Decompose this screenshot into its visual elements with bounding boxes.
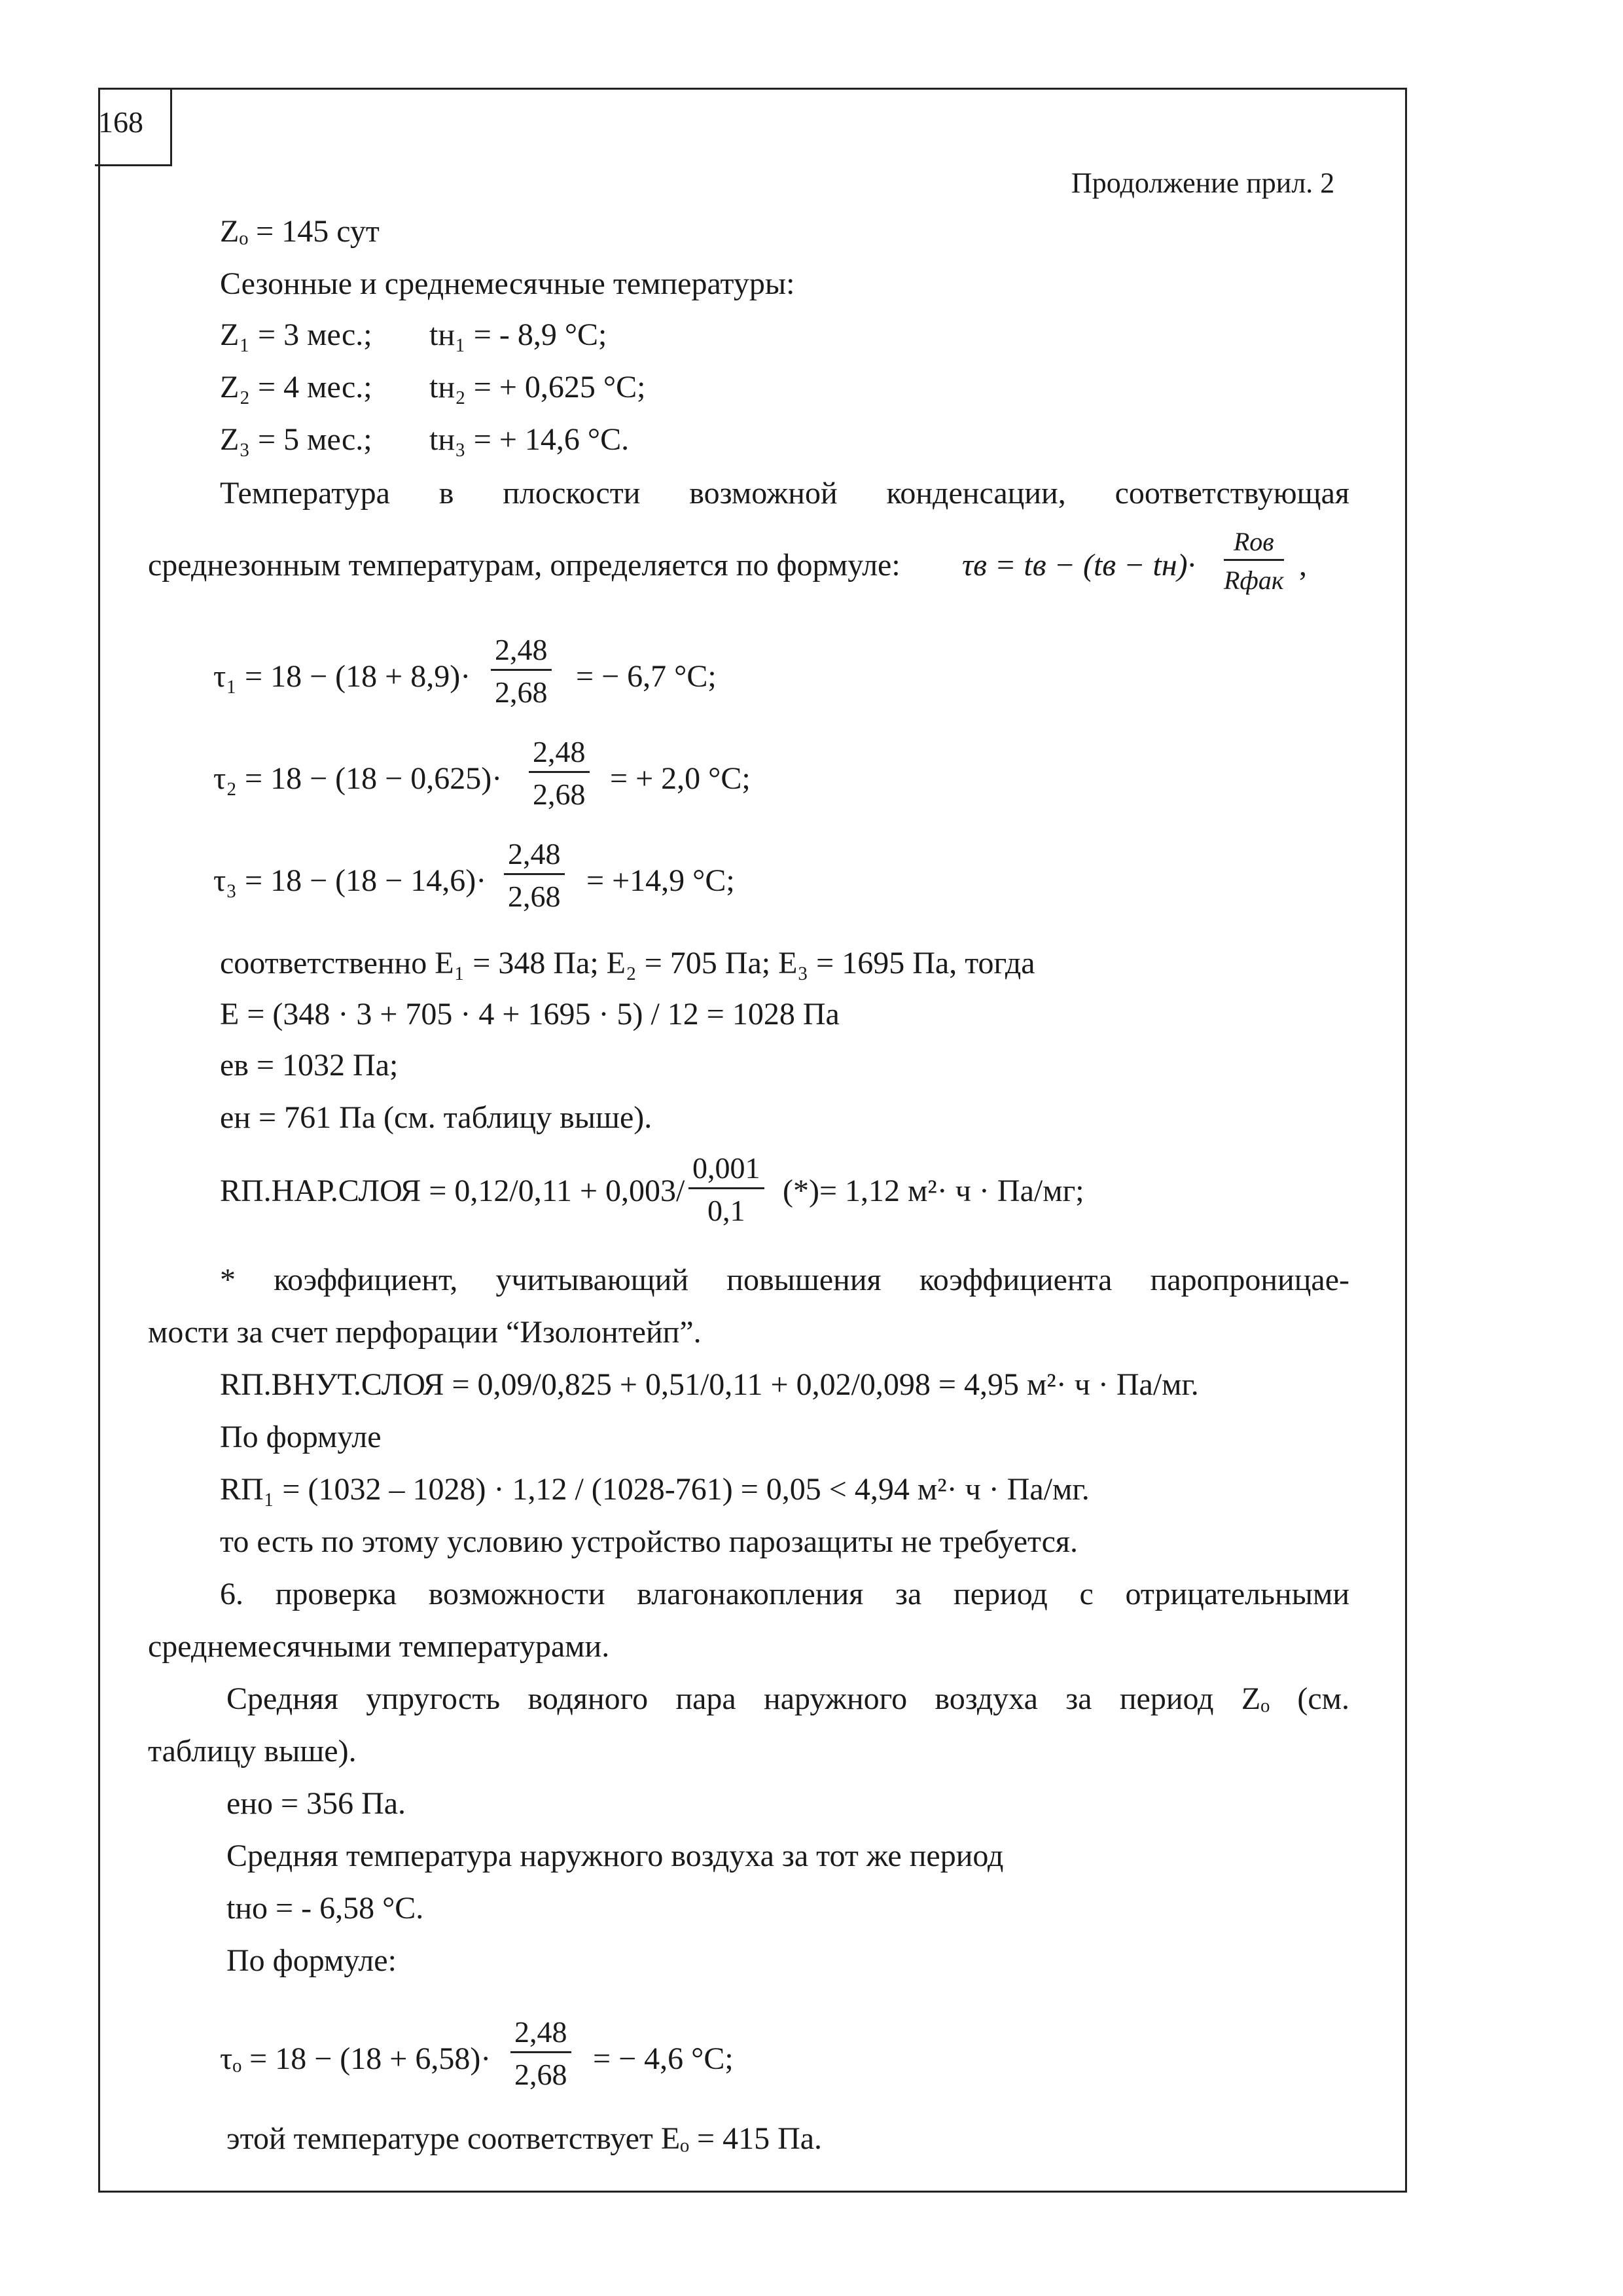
formula-tau1-fraction — [491, 635, 552, 708]
fraction-denominator: 0,1 — [707, 1194, 745, 1227]
line-seasonal-heading: Сезонные и среднемесячные температуры: — [220, 266, 795, 301]
line-en: eн = 761 Па (см. таблицу выше). — [220, 1100, 652, 1135]
fraction-numerator: 2,48 — [491, 635, 552, 671]
line-tn1: tн₁ = - 8,9 °С; — [429, 317, 607, 352]
formula-tau3-fraction — [504, 839, 565, 912]
fraction-denominator: 2,68 — [514, 2058, 567, 2091]
footnote-line2: мости за счет перфорации “Изолонтейп”. — [148, 1315, 702, 1350]
fraction-denominator: 2,68 — [533, 778, 586, 811]
line-conclusion: то есть по этому условию устройство парозащиты не требуется. — [220, 1524, 1078, 1559]
formula-tau0-fraction — [510, 2017, 571, 2090]
line-ev: eв = 1032 Па; — [220, 1048, 399, 1083]
line-tn3: tн₃ = + 14,6 °С. — [429, 422, 630, 457]
formula-tau0-result: = − 4,6 °C; — [593, 2041, 734, 2076]
formula-tau-main: τв = tв − (tв − tн)· — [962, 548, 1196, 583]
line-avg-temp: Средняя температура наружного воздуха за тот же период — [226, 1839, 1004, 1873]
line-z2: Z₂ = 4 мес.; — [220, 370, 372, 404]
line-by-formula: По формуле — [220, 1420, 382, 1454]
formula-tau3-result: = +14,9 °C; — [586, 863, 735, 898]
formula-r-outer: RП.НАР.СЛОЯ = 0,12/0,11 + 0,003/ — [220, 1174, 685, 1208]
formula-tau-main-fraction — [1224, 529, 1284, 594]
page-number: 168 — [98, 105, 143, 139]
paragraph-temperature-line2: среднезонным температурам, определяется по формуле: — [148, 548, 901, 583]
line-zo: Zₒ = 145 сут — [220, 214, 380, 249]
formula-r-inner: RП.ВНУТ.СЛОЯ = 0,09/0,825 + 0,51/0,11 + 0,02/0,098 = 4,95 м²· ч · Па/мг. — [220, 1367, 1199, 1402]
page-header: Продолжение прил. 2 — [1071, 167, 1335, 199]
fraction-numerator: 0,001 — [688, 1153, 764, 1189]
formula-tau1: τ₁ = 18 − (18 + 8,9)· — [213, 659, 471, 694]
fraction-numerator: 2,48 — [504, 839, 565, 875]
formula-tau1-result: = − 6,7 °C; — [576, 659, 717, 694]
formula-tau0: τₒ = 18 − (18 + 6,58)· — [220, 2041, 491, 2076]
line-tn2: tн₂ = + 0,625 °С; — [429, 370, 646, 404]
fraction-denominator: Rфак — [1224, 565, 1284, 595]
formula-tau2-result: = + 2,0 °C; — [610, 761, 751, 796]
line-e-values: соответственно E₁ = 348 Па; E₂ = 705 Па; E₃ = 1695 Па, тогда — [220, 946, 1035, 980]
fraction-numerator: 2,48 — [529, 737, 590, 773]
line-eo: этой температуре соответствует Eₒ = 415 Па. — [226, 2121, 823, 2156]
line-z1: Z₁ = 3 мес.; — [220, 317, 372, 352]
line-z3: Z₃ = 5 мес.; — [220, 422, 372, 457]
paragraph-vapor-line2: таблицу выше). — [148, 1734, 357, 1768]
line-e-average: E = (348 · 3 + 705 · 4 + 1695 · 5) / 12 = 1028 Па — [220, 997, 840, 1031]
formula-rp1: RП₁ = (1032 – 1028) · 1,12 / (1028-761) = 0,05 < 4,94 м²· ч · Па/мг. — [220, 1472, 1090, 1507]
line-by-formula-2: По формуле: — [226, 1943, 397, 1978]
paragraph-check-line1: 6. проверка возможности влагонакопления за период с отрицательными — [220, 1577, 1349, 1611]
formula-r-outer-result: (*)= 1,12 м²· ч · Па/мг; — [783, 1174, 1084, 1208]
fraction-denominator: 2,68 — [508, 880, 561, 913]
line-eno: eно = 356 Па. — [226, 1786, 406, 1821]
line-tno: tно = - 6,58 °С. — [226, 1891, 424, 1926]
footnote-line1: * коэффициент, учитывающий повышения коэффициента паропроницае- — [220, 1263, 1349, 1297]
formula-tau3: τ₃ = 18 − (18 − 14,6)· — [213, 863, 487, 898]
paragraph-temperature-line1: Температура в плоскости возможной конденсации, соответствующая — [220, 476, 1349, 511]
fraction-denominator: 2,68 — [495, 675, 548, 709]
formula-tau-main-comma: , — [1299, 548, 1307, 583]
fraction-numerator: Rов — [1224, 529, 1284, 561]
formula-tau2: τ₂ = 18 − (18 − 0,625)· — [213, 761, 503, 796]
formula-r-outer-fraction — [688, 1153, 764, 1226]
formula-tau2-fraction — [529, 737, 590, 810]
paragraph-vapor-line1: Средняя упругость водяного пара наружного воздуха за период Zₒ (см. — [226, 1681, 1349, 1716]
fraction-numerator: 2,48 — [510, 2017, 571, 2053]
paragraph-check-line2: среднемесячными температурами. — [148, 1629, 610, 1664]
